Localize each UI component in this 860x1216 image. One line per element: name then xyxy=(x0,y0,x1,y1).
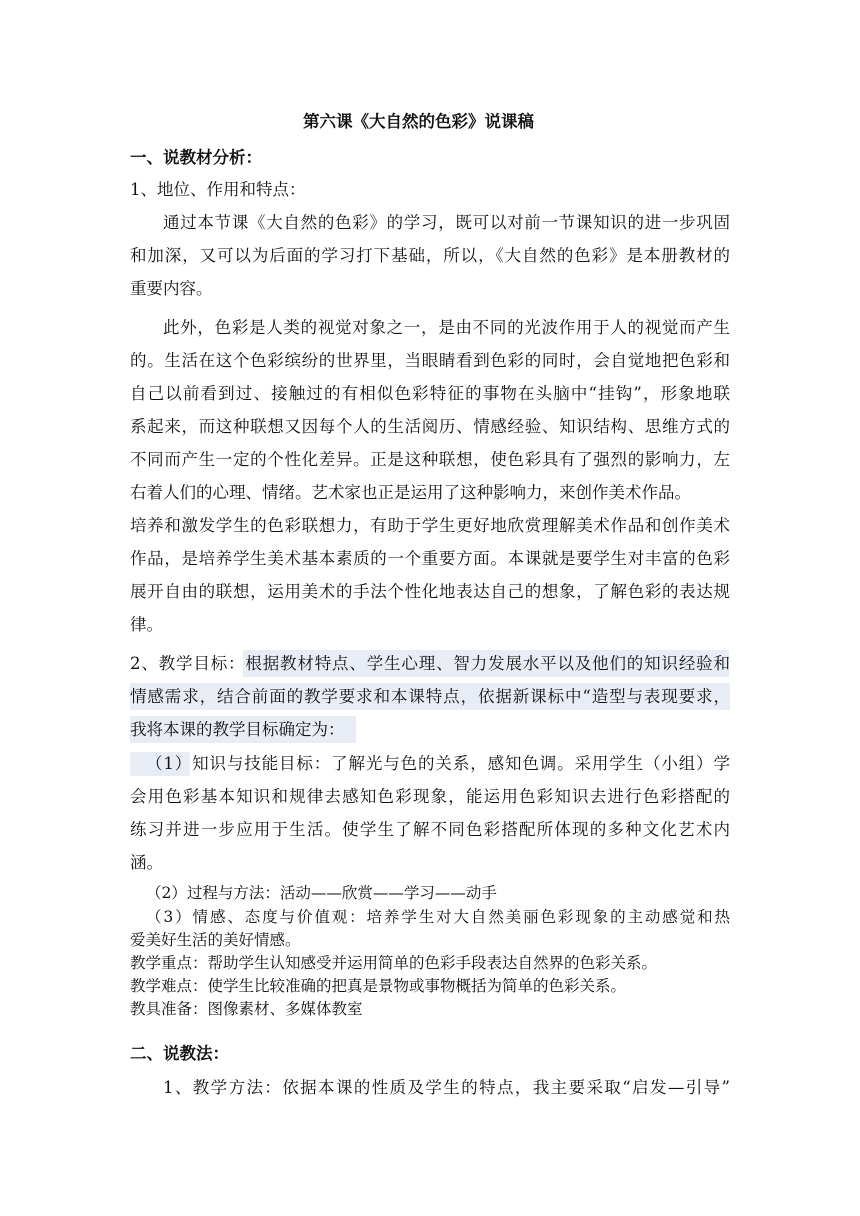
para2-line10: 律。 xyxy=(130,615,163,634)
section-heading-2: 二、说教法： xyxy=(130,1044,229,1063)
goal1-line2: 会用色彩基本知识和规律去感知色彩现象，能运用色彩知识去进行色彩搭配的 xyxy=(130,787,730,806)
goal3-line2: 爱美好生活的美好情感。 xyxy=(130,931,301,949)
goals-line2: 情感需求，结合前面的教学要求和本课特点，依据新课标中“造型与表现要求， xyxy=(130,687,730,706)
goal1-line4: 涵。 xyxy=(130,853,163,872)
method-line: 1、教学方法：依据本课的性质及学生的特点，我主要采取“启发—引导” xyxy=(163,1078,730,1097)
goals-line1: 2、教学目标：根据教材特点、学生心理、智力发展水平以及他们的知识经验和 xyxy=(130,654,730,673)
para2-line2: 的。生活在这个色彩缤纷的世界里，当眼睛看到色彩的同时，会自觉地把色彩和 xyxy=(130,351,730,370)
tools-line: 教具准备：图像素材、多媒体教室 xyxy=(130,1000,363,1018)
para2-line9: 展开自由的联想，运用美术的手法个性化地表达自己的想象，了解色彩的表达规 xyxy=(130,582,730,601)
para2-line5: 不同而产生一定的个性化差异。正是这种联想，使色彩具有了强烈的影响力，左 xyxy=(130,450,730,469)
goal3-line1: （3）情感、态度与价值观：培养学生对大自然美丽色彩现象的主动感觉和热 xyxy=(146,908,730,926)
para2-line3: 自己以前看到过、接触过的有相似色彩特征的事物在头脑中“挂钩”，形象地联 xyxy=(130,384,730,403)
para1-line3: 重要内容。 xyxy=(130,279,213,298)
goal1-line3: 练习并进一步应用于生活。使学生了解不同色彩搭配所体现的多种文化艺术内 xyxy=(130,820,730,839)
goals-line3: 我将本课的教学目标确定为： xyxy=(130,720,345,739)
goal2-line: （2）过程与方法：活动——欣赏——学习——动手 xyxy=(146,884,497,902)
page-title: 第六课《大自然的色彩》说课稿 xyxy=(303,112,534,131)
para2-line1: 此外，色彩是人类的视觉对象之一，是由不同的光波作用于人的视觉而产生 xyxy=(163,318,730,337)
subheading-position: 1、地位、作用和特点： xyxy=(130,180,306,199)
section-heading-1: 一、说教材分析： xyxy=(130,148,262,167)
para2-line4: 系起来，而这种联想又因每个人的生活阅历、情感经验、知识结构、思维方式的 xyxy=(130,417,730,436)
para2-line6: 右着人们的心理、情绪。艺术家也正是运用了这种影响力，来创作美术作品。 xyxy=(130,483,691,502)
para1-line1: 通过本节课《大自然的色彩》的学习，既可以对前一节课知识的进一步巩固 xyxy=(163,213,730,232)
para2-line7: 培养和激发学生的色彩联想力，有助于学生更好地欣赏理解美术作品和创作美术 xyxy=(130,516,730,535)
para2-line8: 作品，是培养学生美术基本素质的一个重要方面。本课就是要学生对丰富的色彩 xyxy=(130,549,730,568)
difficulty-line: 教学难点：使学生比较准确的把真是景物或事物概括为简单的色彩关系。 xyxy=(130,977,627,995)
key-point-line: 教学重点：帮助学生认知感受并运用简单的色彩手段表达自然界的色彩关系。 xyxy=(130,954,658,972)
goal1-line1: （1）知识与技能目标：了解光与色的关系，感知色调。采用学生（小组）学 xyxy=(146,754,730,773)
para1-line2: 和加深，又可以为后面的学习打下基础，所以，《大自然的色彩》是本册教材的 xyxy=(130,246,730,265)
